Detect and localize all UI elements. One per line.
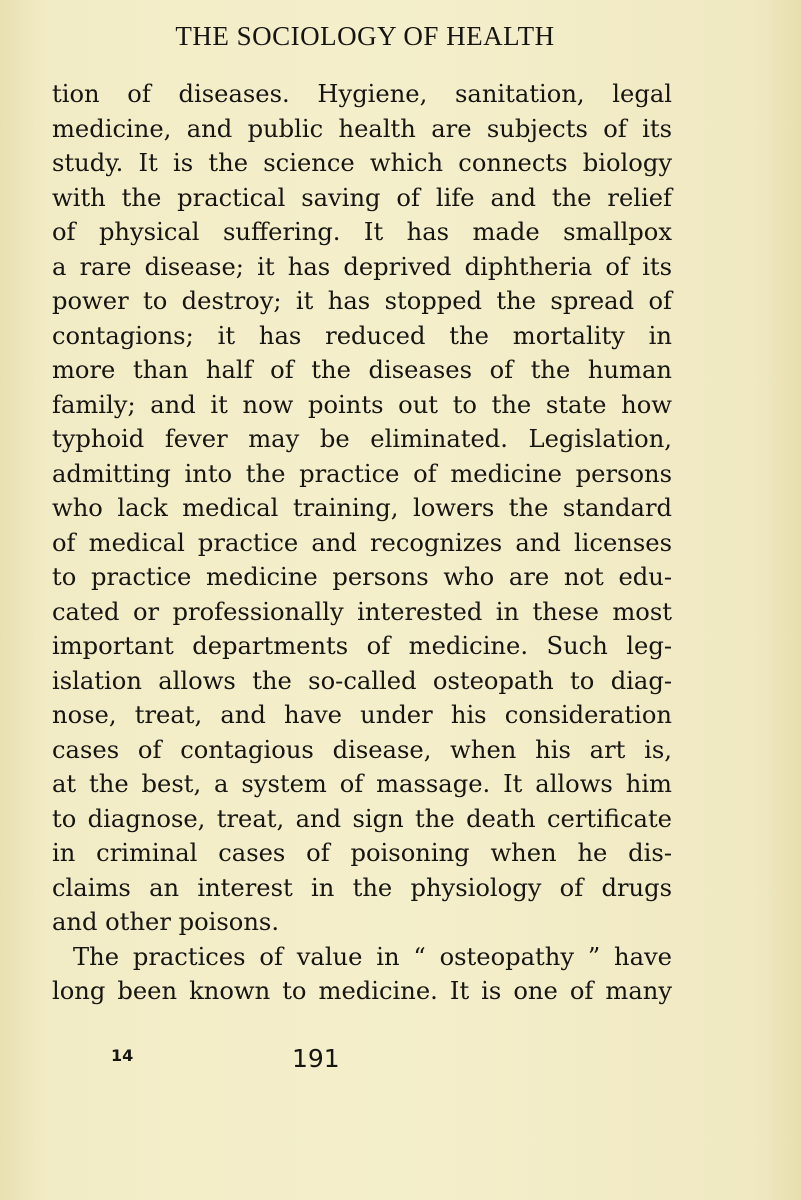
text-line: with the practical saving of life and the relief <box>52 183 672 212</box>
running-head-title: THE SOCIOLOGY OF HEALTH <box>175 21 555 51</box>
text-line: who lack medical training, lowers the standard <box>52 494 672 522</box>
body-text <box>52 77 672 1009</box>
text-line: at the best, a system of massage. It allows him <box>52 770 672 798</box>
text-line: in criminal cases of poisoning when he dis- <box>52 839 672 867</box>
text-line: contagions; it has reduced the mortality in <box>52 321 672 350</box>
text-line: nose, treat, and have under his consideration <box>52 701 672 729</box>
text-line: long been known to medicine. It is one of many <box>52 977 672 1005</box>
text-line: and other poisons. <box>52 908 280 936</box>
text-line: cases of contagious disease, when his art is, <box>52 735 672 764</box>
text-line: of physical suffering. It has made smallpox <box>52 218 672 246</box>
text-line: cated or professionally interested in these most <box>52 597 672 626</box>
text-line: to practice medicine persons who are not edu- <box>52 563 672 591</box>
text-line: more than half of the diseases of the human <box>52 356 672 384</box>
text-line: medicine, and public health are subjects of its <box>52 114 672 143</box>
text-line: important departments of medicine. Such leg- <box>52 632 672 660</box>
text-line: admitting into the practice of medicine persons <box>52 459 672 488</box>
signature-mark: 14 <box>111 1046 134 1065</box>
text-line: to diagnose, treat, and sign the death certificate <box>52 804 672 833</box>
text-line: islation allows the so-called osteopath to diag- <box>52 666 672 695</box>
text-line: family; and it now points out to the state how <box>52 390 672 419</box>
text-line: a rare disease; it has deprived diphtheria of its <box>52 252 672 281</box>
text-line: claims an interest in the physiology of drugs <box>52 873 672 902</box>
text-line: The practices of value in “ osteopathy ” have <box>73 942 672 971</box>
text-line: tion of diseases. Hygiene, sanitation, legal <box>52 80 672 108</box>
text-line: of medical practice and recognizes and licenses <box>52 528 672 557</box>
text-line: typhoid fever may be eliminated. Legislation, <box>52 425 672 453</box>
text-line: power to destroy; it has stopped the spread of <box>52 287 672 315</box>
page-footer <box>0 1044 801 1080</box>
page-number: 191 <box>292 1044 340 1073</box>
text-line: study. It is the science which connects biology <box>52 149 672 177</box>
